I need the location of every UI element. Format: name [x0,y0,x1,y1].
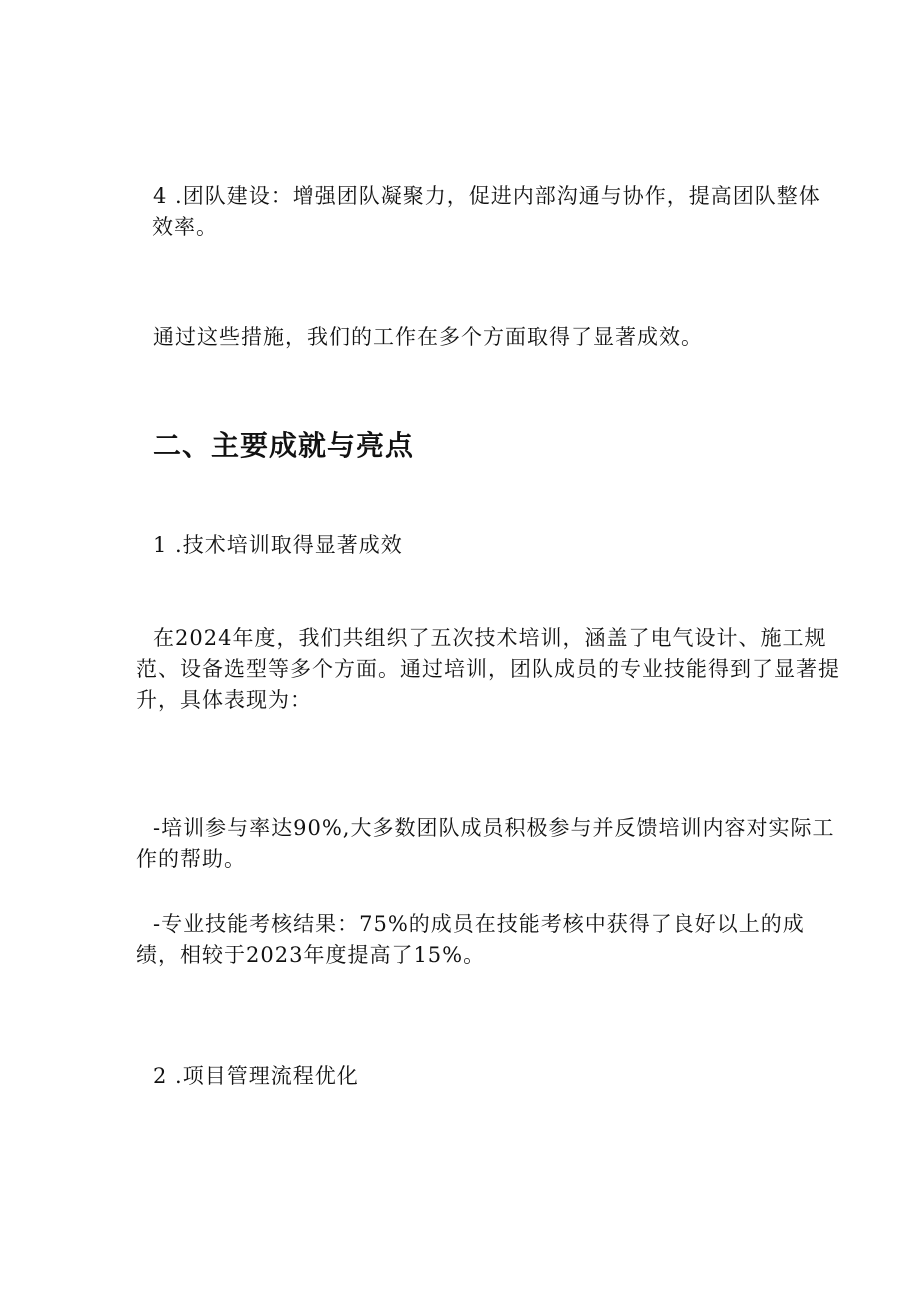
list-item-line: 作的帮助。 [136,847,246,871]
subsection-title-1: 1 .技术培训取得显著成效 [153,533,403,557]
paragraph-line: 升，具体表现为： [136,688,312,712]
paragraph-line: 范、设备选型等多个方面。通过培训，团队成员的专业技能得到了显著提 [136,657,840,681]
section-heading: 二、主要成就与亮点 [153,429,415,462]
subsection-title-2: 2 .项目管理流程优化 [153,1064,359,1088]
list-item-line: 绩，相较于2023年度提高了15%。 [136,943,486,967]
list-item-assessment [136,909,833,971]
list-item-line: -培训参与率达90%,大多数团队成员积极参与并反馈培训内容对实际工 [153,816,835,840]
paragraph-training [136,623,840,716]
paragraph-summary: 通过这些措施，我们的工作在多个方面取得了显著成效。 [153,325,703,349]
list-item-participation [136,813,835,875]
paragraph-line: 在2024年度，我们共组织了五次技术培训，涵盖了电气设计、施工规 [153,626,827,650]
paragraph-team-building [153,181,833,243]
list-item-line: -专业技能考核结果：75%的成员在技能考核中获得了良好以上的成 [153,912,805,936]
paragraph-line: 效率。 [152,215,218,239]
paragraph-line: 4 .团队建设：增强团队凝聚力，促进内部沟通与协作，提高团队整体 [153,184,821,208]
